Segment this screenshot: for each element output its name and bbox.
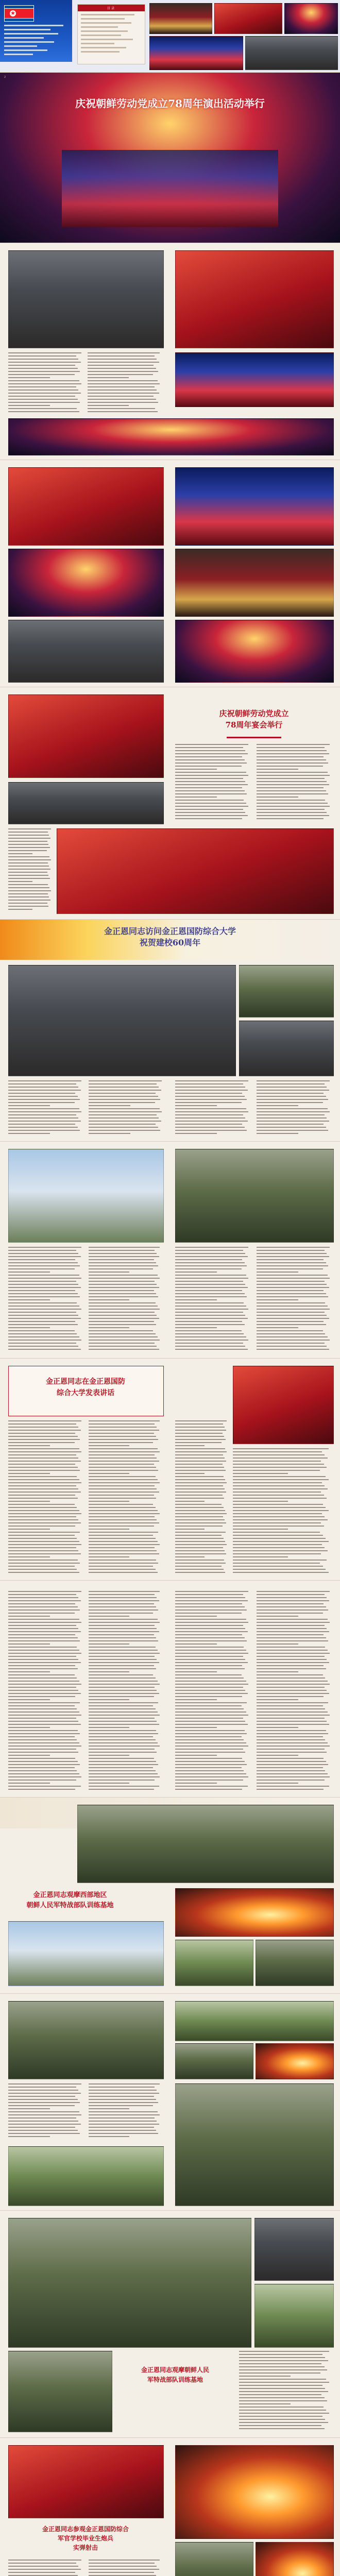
photo-spectators <box>8 620 164 683</box>
article-text-col1 <box>175 744 251 821</box>
photo-officers-row <box>239 965 334 1018</box>
photo-artillery-fire <box>175 2445 334 2539</box>
spread-training-gallery <box>0 1994 340 2211</box>
dprk-flag <box>4 5 34 22</box>
spread-training-base <box>0 1798 340 1994</box>
photo-university-building <box>8 1149 164 1243</box>
photo-commanders <box>254 2218 334 2281</box>
article-text-col2 <box>89 1080 165 1136</box>
article-text-col1 <box>8 352 84 414</box>
photo-leader-officers <box>8 2445 164 2518</box>
photo-campus <box>239 1021 334 1076</box>
title-line-2: 祝贺建校60周年 <box>139 938 201 947</box>
spread-title <box>8 2524 163 2552</box>
article-text-col2 <box>88 352 163 414</box>
title-line-1: 金正恩同志观摩朝鲜人民 <box>141 2366 209 2374</box>
photo-banquet-hall <box>8 694 164 778</box>
spread-performance-gallery <box>0 460 340 687</box>
cover-spread <box>0 0 340 73</box>
title-line-1: 庆祝朝鲜劳动党成立 <box>219 709 289 718</box>
photo-fireworks <box>8 418 334 455</box>
cover-panel <box>0 0 72 62</box>
title-line-2: 军官学校毕业生炮兵 <box>57 2535 113 2542</box>
spread-title <box>175 708 333 731</box>
title-line-2: 综合大学发表讲话 <box>57 1389 114 1397</box>
photo-soldier-portrait <box>254 2284 334 2348</box>
article-text-col1 <box>8 2083 84 2141</box>
article-text-col2 <box>89 1247 163 1353</box>
article-text-col3 <box>175 1080 251 1136</box>
article-text-col3 <box>175 1591 251 1792</box>
photo-leader-arrival <box>8 250 164 348</box>
spread-university-campus <box>0 1142 340 1359</box>
spread-title: 庆祝朝鲜劳动党成立78周年演出活动举行 <box>75 97 265 110</box>
photo-firing-exercise <box>175 1888 334 1937</box>
article-text-col1 <box>8 1080 84 1136</box>
star-icon: ★ <box>10 10 15 16</box>
spread-title <box>8 1890 132 1911</box>
photo-explosion <box>256 2043 334 2079</box>
photo-salvo <box>256 2542 334 2576</box>
photo-combat-drill <box>175 2043 253 2079</box>
spread-artillery <box>0 2438 340 2576</box>
article-text-col3 <box>175 1247 251 1353</box>
article-text-col1 <box>8 1420 84 1575</box>
article-text-col2 <box>89 2560 163 2576</box>
title-line-1: 金正恩同志在金正恩国防 <box>46 1378 125 1386</box>
spread-performance-detail <box>0 243 340 460</box>
article-text-col2 <box>257 744 333 821</box>
article-text-col4 <box>257 1247 333 1353</box>
cover-photo-leaders <box>245 36 338 70</box>
cover-text-lines <box>4 25 70 58</box>
photo-banquet-wide <box>57 828 334 914</box>
title-line-3: 实弹射击 <box>73 2544 98 2551</box>
title-line-1: 金正恩同志观摩西部地区 <box>33 1891 107 1899</box>
photo-hall-red <box>8 467 164 546</box>
cover-photo-stage <box>149 36 243 70</box>
spread-performance-hero <box>0 73 340 243</box>
spread-title <box>13 1376 158 1399</box>
article-text-col3 <box>175 1420 229 1575</box>
photo-square-lights <box>8 549 164 617</box>
article-text-col4 <box>257 1591 333 1792</box>
spread-speech-continued <box>0 1581 340 1798</box>
title-line-2: 朝鲜人民军特战部队训练基地 <box>26 1902 114 1909</box>
photo-guests <box>8 782 164 824</box>
article-text-col3 <box>8 828 53 913</box>
spread-leader-troops <box>0 2211 340 2438</box>
cover-photo-ceremony <box>149 3 212 34</box>
table-of-contents <box>77 4 145 64</box>
page-number: 2 <box>4 76 6 79</box>
photo-audience <box>175 250 334 348</box>
photo-cadets-crowd <box>175 1149 334 1243</box>
photo-soldier-closeup <box>8 2351 112 2432</box>
article-text-col4 <box>233 1448 333 1575</box>
spread-banquet <box>0 687 340 920</box>
article-text-col2 <box>89 1420 163 1575</box>
photo-stage-wide <box>175 352 334 407</box>
photo-fireworks-finale <box>175 620 334 683</box>
article-text-col2 <box>89 2083 163 2141</box>
toc-heading: 目录 <box>78 5 145 11</box>
photo-troops-march <box>256 1940 334 1986</box>
title-line-2: 军特战部队训练基地 <box>147 2376 203 2383</box>
title-line-1: 金正恩同志访问金正恩国防综合大学 <box>104 926 236 936</box>
photo-leader-speech <box>233 1366 334 1444</box>
spread-university-speech <box>0 1359 340 1581</box>
article-text-col4 <box>257 1080 333 1136</box>
photo-obstacle-course <box>175 2001 334 2041</box>
spread-university-visit <box>0 920 340 1142</box>
hero-photo-light-show <box>62 150 278 227</box>
article-text-col1 <box>239 2351 333 2431</box>
title-line-1: 金正恩同志参观金正恩国防综合 <box>42 2526 129 2533</box>
spread-title <box>118 2365 232 2385</box>
photo-leader-inspecting <box>8 2218 251 2348</box>
cover-photo-flags <box>214 3 282 34</box>
photo-stage-night <box>175 467 334 546</box>
photo-leader-with-officers <box>8 965 236 1076</box>
photo-howitzer <box>175 2542 253 2576</box>
article-text-col1 <box>8 2560 84 2576</box>
article-text-col1 <box>8 1591 84 1792</box>
spread-title <box>57 926 283 948</box>
photo-leader-with-soldiers <box>77 1805 334 1883</box>
title-line-2: 78周年宴会举行 <box>225 720 283 730</box>
photo-field-drill <box>175 1940 253 1986</box>
title-underline <box>227 737 281 738</box>
photo-helicopters <box>8 1921 164 1986</box>
article-text-col1 <box>8 1247 84 1353</box>
photo-rappelling <box>8 2146 164 2206</box>
photo-sniper-training <box>8 2001 164 2079</box>
article-text-col2 <box>89 1591 163 1792</box>
photo-soldiers-line <box>175 2083 334 2206</box>
cover-photo-night <box>284 3 338 34</box>
photo-dancers <box>175 549 334 617</box>
